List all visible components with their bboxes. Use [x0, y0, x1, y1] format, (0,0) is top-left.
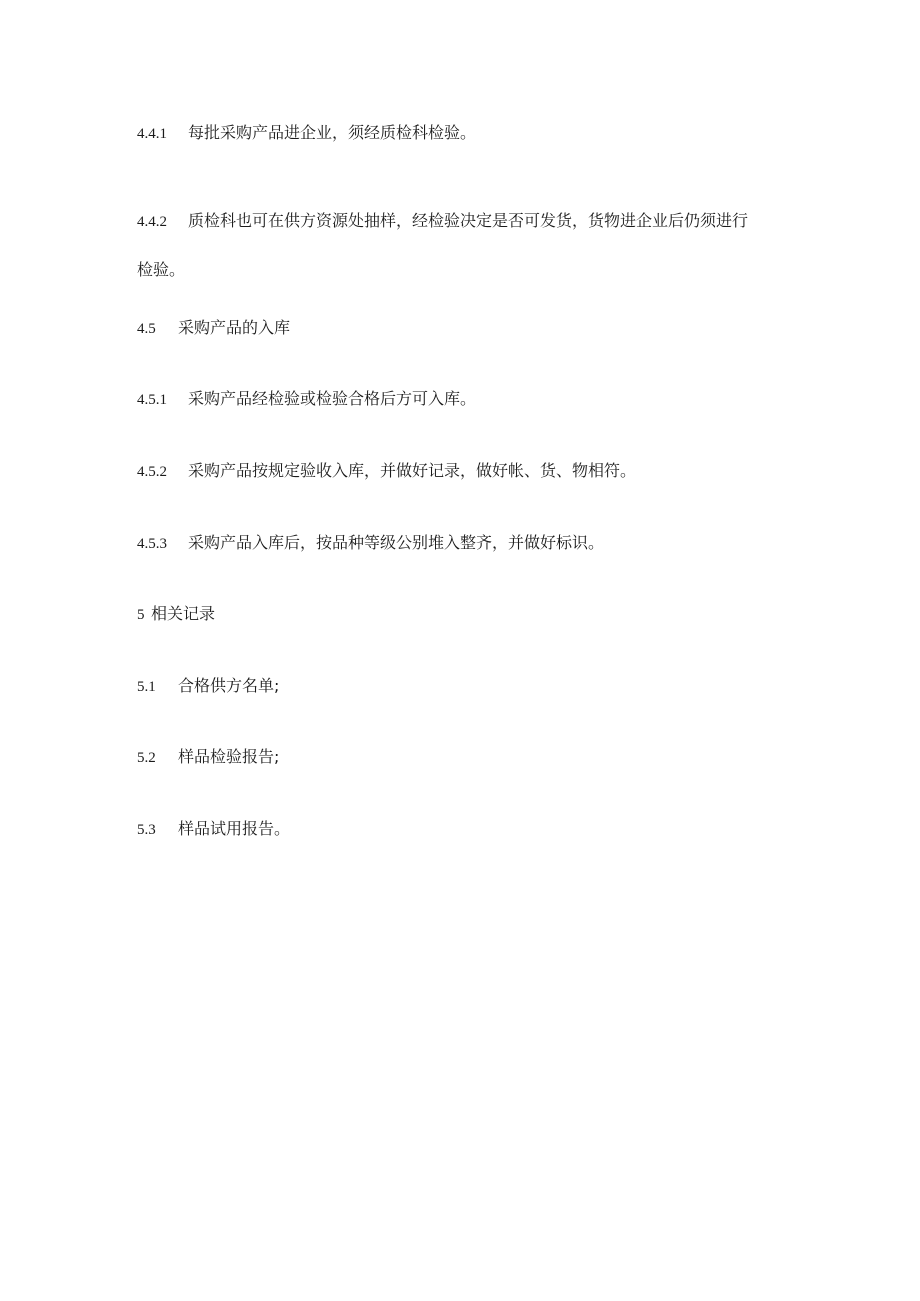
record-number: 5.2	[137, 750, 156, 766]
record-number: 5.3	[137, 822, 156, 838]
section-number: 4.5	[137, 321, 156, 337]
clause-number: 4.5.1	[137, 392, 167, 408]
clause-number: 4.4.1	[137, 126, 167, 142]
clause-number: 4.5.2	[137, 464, 167, 480]
clause-4-5-3	[137, 532, 604, 555]
section-4-5	[137, 317, 290, 340]
section-title: 相关记录	[151, 604, 216, 623]
clause-4-4-1	[137, 122, 476, 145]
record-5-2	[137, 746, 279, 769]
record-text: 样品试用报告。	[178, 819, 291, 838]
record-5-3	[137, 818, 290, 841]
clause-text: 每批采购产品进企业，须经质检科检验。	[188, 123, 477, 142]
clause-text: 质检科也可在供方资源处抽样，经检验决定是否可发货，货物进企业后仍须进行	[188, 211, 749, 230]
section-title: 采购产品的入库	[178, 318, 291, 337]
clause-4-4-2	[137, 210, 748, 233]
clause-4-5-2	[137, 460, 636, 483]
record-text: 合格供方名单;	[178, 676, 280, 695]
record-number: 5.1	[137, 679, 156, 695]
record-5-1	[137, 675, 279, 698]
clause-text: 采购产品按规定验收入库，并做好记录，做好帐、货、物相符。	[188, 461, 637, 480]
section-number: 5	[137, 607, 145, 623]
section-5	[137, 603, 215, 626]
clause-number: 4.5.3	[137, 536, 167, 552]
clause-4-4-2-continuation	[137, 259, 185, 281]
record-text: 样品检验报告;	[178, 747, 280, 766]
clause-number: 4.4.2	[137, 214, 167, 230]
clause-4-5-1	[137, 388, 476, 411]
clause-text-continuation: 检验。	[137, 260, 186, 279]
clause-text: 采购产品经检验或检验合格后方可入库。	[188, 389, 477, 408]
clause-text: 采购产品入库后，按品种等级公别堆入整齐，并做好标识。	[188, 533, 605, 552]
